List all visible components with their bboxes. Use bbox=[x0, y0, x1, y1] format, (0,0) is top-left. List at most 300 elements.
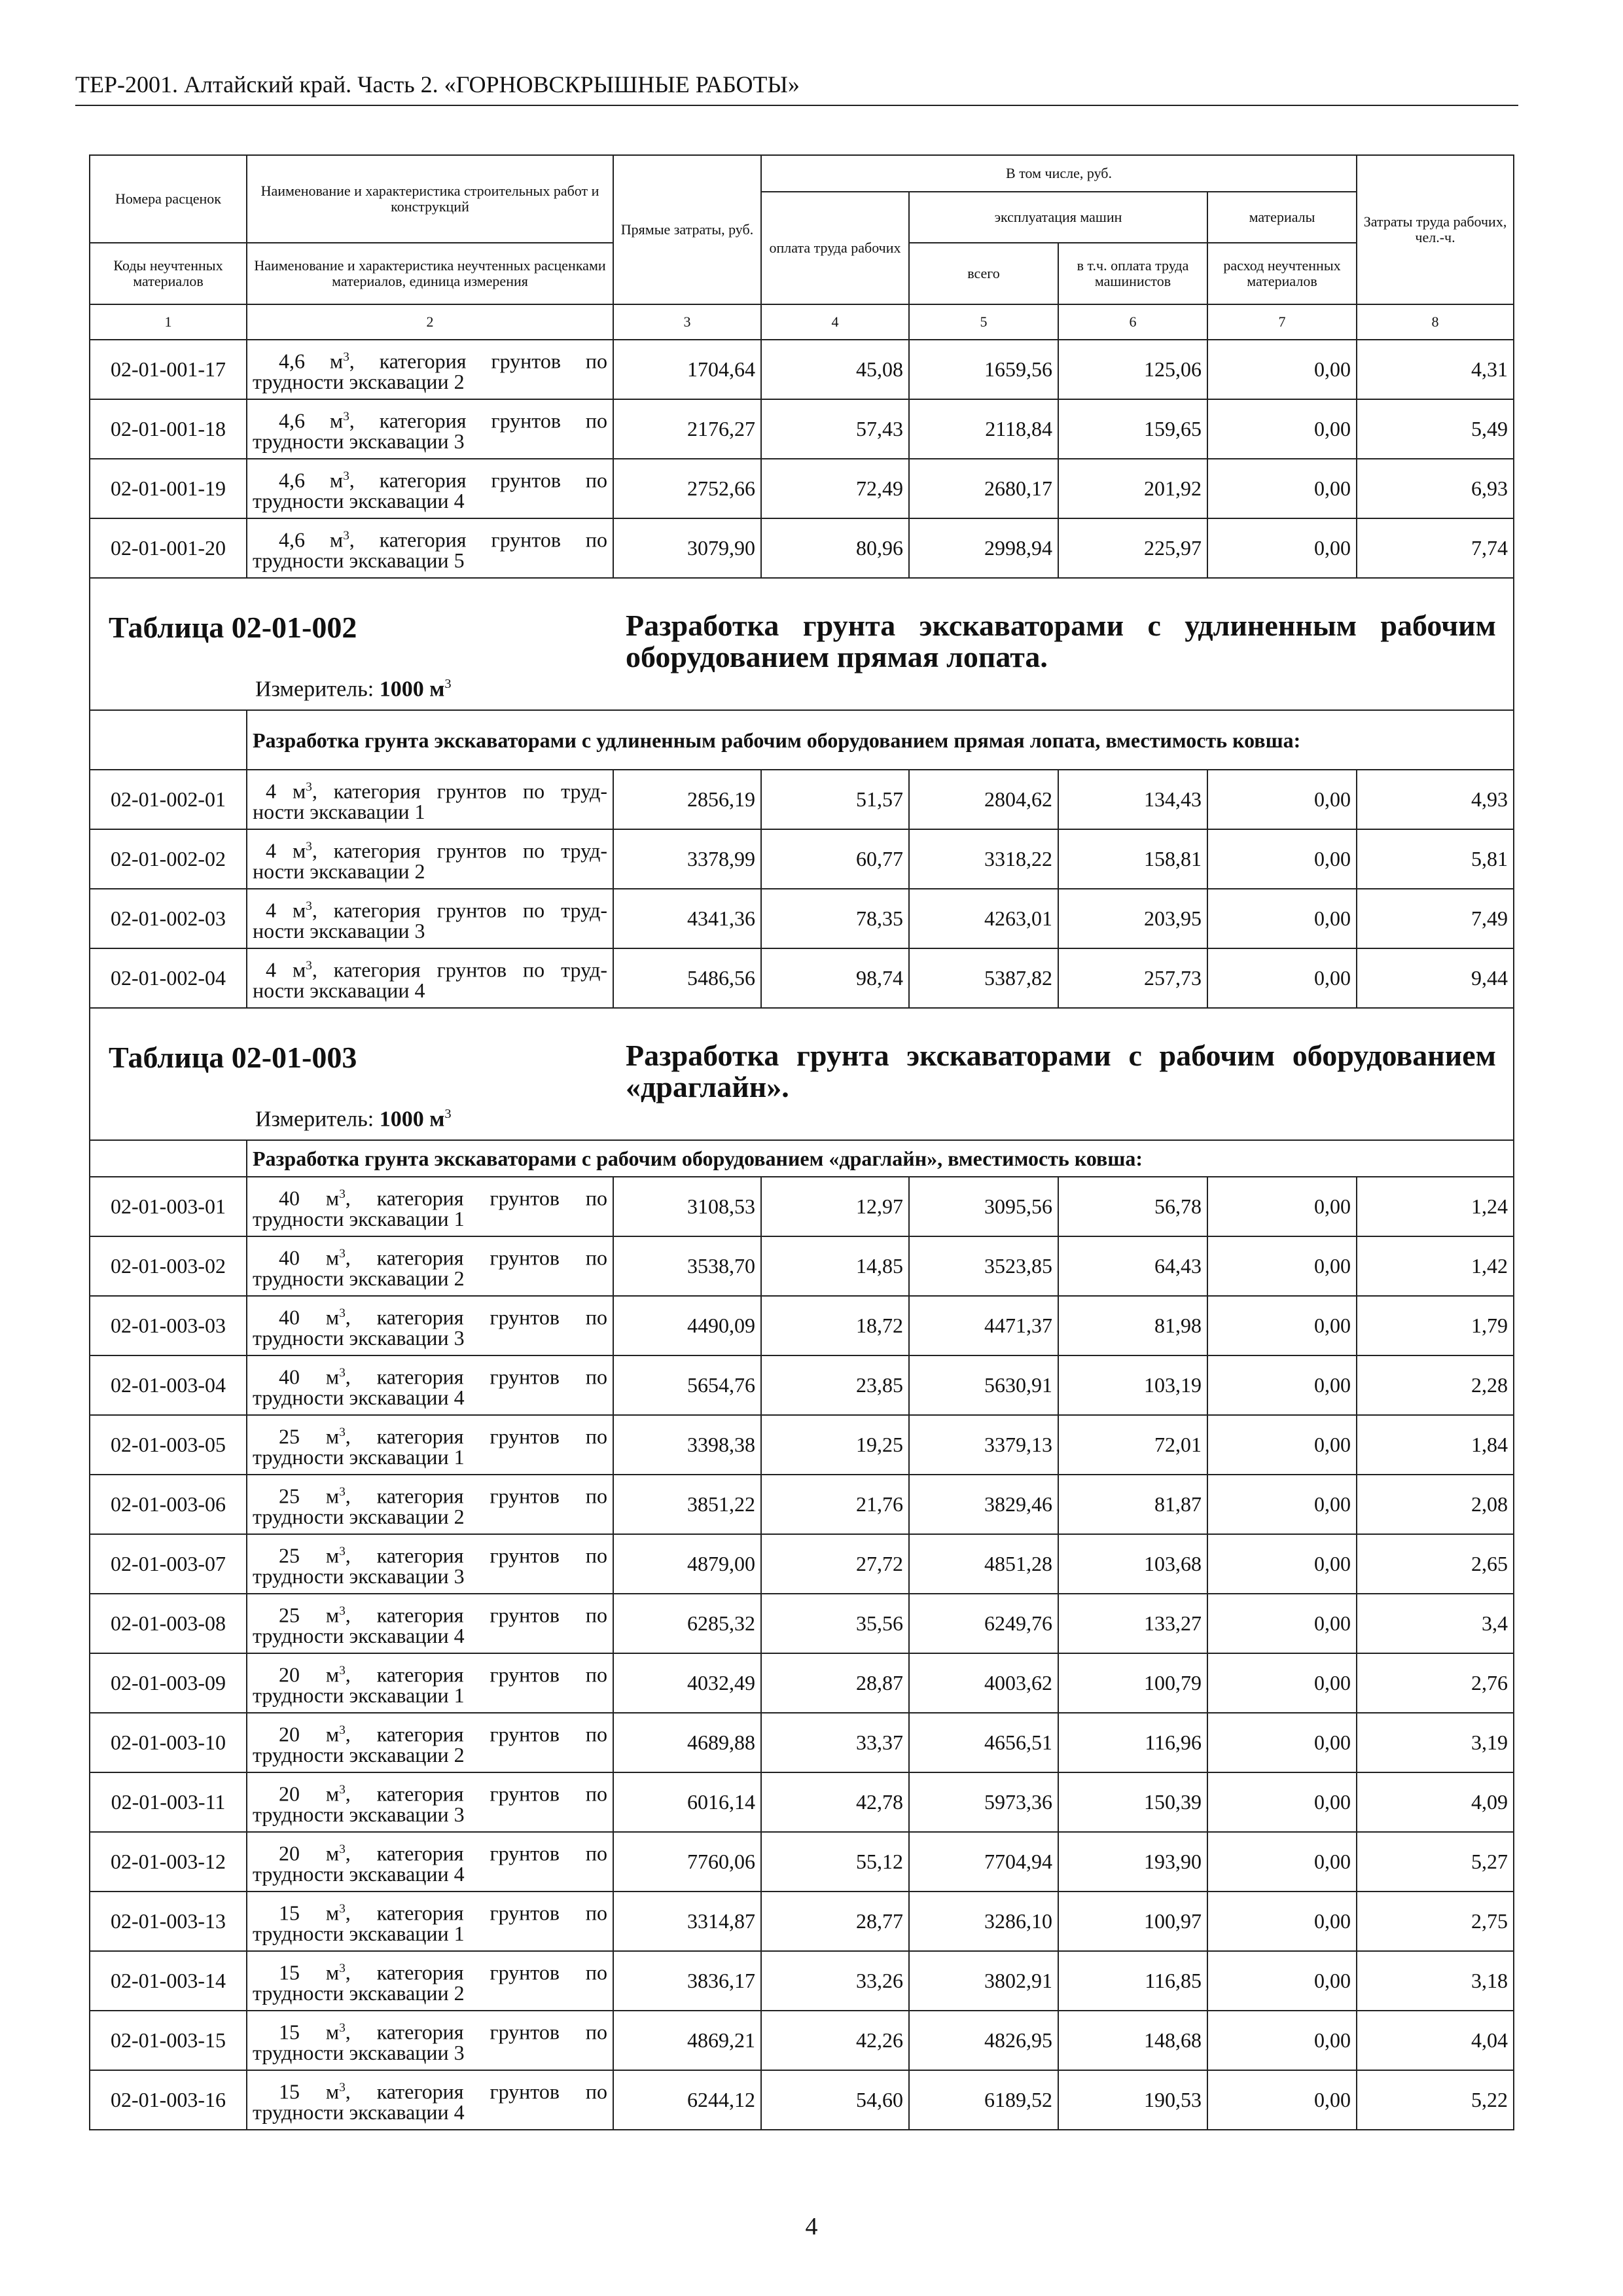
material-consumption-value: 0,00 bbox=[1207, 889, 1357, 948]
labor-hours-value: 2,28 bbox=[1357, 1355, 1514, 1415]
table-row bbox=[90, 1951, 1514, 2011]
section-header-cell bbox=[90, 1008, 1514, 1140]
material-consumption-value: 0,00 bbox=[1207, 1832, 1357, 1892]
rate-code: 02-01-001-19 bbox=[90, 459, 247, 518]
material-consumption-value: 0,00 bbox=[1207, 1534, 1357, 1594]
category-text: , категория грунтов по bbox=[345, 1960, 608, 1984]
table-row bbox=[90, 889, 1514, 948]
machinist-pay-value: 150,39 bbox=[1058, 1772, 1207, 1832]
table-row bbox=[90, 1594, 1514, 1653]
work-description bbox=[247, 948, 613, 1008]
table-row bbox=[90, 1832, 1514, 1892]
material-consumption-value: 0,00 bbox=[1207, 2070, 1357, 2130]
header-rule bbox=[75, 105, 1518, 106]
unit-value: 1000 м bbox=[379, 1107, 445, 1131]
capacity-text: 15 м bbox=[279, 2079, 340, 2104]
unit-label: Измеритель: bbox=[255, 1107, 374, 1131]
material-consumption-value: 0,00 bbox=[1207, 1475, 1357, 1534]
capacity-text: 40 м bbox=[279, 1246, 340, 1270]
table-row bbox=[90, 1653, 1514, 1713]
machines-total-value: 3286,10 bbox=[909, 1892, 1058, 1951]
machinist-pay-value: 81,87 bbox=[1058, 1475, 1207, 1534]
direct-costs-value: 3851,22 bbox=[613, 1475, 761, 1534]
rate-code: 02-01-003-04 bbox=[90, 1355, 247, 1415]
labor-hours-value: 3,18 bbox=[1357, 1951, 1514, 2011]
header-materials: материалы bbox=[1207, 192, 1357, 243]
material-consumption-value: 0,00 bbox=[1207, 2011, 1357, 2070]
work-description bbox=[247, 1653, 613, 1713]
capacity-text: 15 м bbox=[279, 1960, 340, 1984]
machines-total-value: 3829,46 bbox=[909, 1475, 1058, 1534]
machinist-pay-value: 125,06 bbox=[1058, 340, 1207, 399]
rate-code: 02-01-003-08 bbox=[90, 1594, 247, 1653]
capacity-text: 4,6 м bbox=[279, 349, 344, 373]
excavation-difficulty: трудности экскавации 4 bbox=[253, 489, 465, 513]
direct-costs-value: 3836,17 bbox=[613, 1951, 761, 2011]
column-number: 3 bbox=[613, 304, 761, 340]
category-text: , категория грунтов по bbox=[345, 1841, 608, 1865]
work-description bbox=[247, 399, 613, 459]
direct-costs-value: 4869,21 bbox=[613, 2011, 761, 2070]
table-row bbox=[90, 1177, 1514, 1236]
material-consumption-value: 0,00 bbox=[1207, 1236, 1357, 1296]
direct-costs-value: 6285,32 bbox=[613, 1594, 761, 1653]
machinist-pay-value: 81,98 bbox=[1058, 1296, 1207, 1355]
category-text: , категория грунтов по труд- bbox=[312, 779, 608, 803]
material-consumption-value: 0,00 bbox=[1207, 829, 1357, 889]
direct-costs-value: 3108,53 bbox=[613, 1177, 761, 1236]
capacity-text: 4,6 м bbox=[279, 468, 344, 492]
unit-label: Измеритель: bbox=[255, 677, 374, 701]
header-worker-pay: оплата труда рабочих bbox=[761, 192, 909, 304]
work-description bbox=[247, 1951, 613, 2011]
work-description bbox=[247, 1594, 613, 1653]
capacity-text: 40 м bbox=[279, 1186, 340, 1210]
machines-total-value: 5973,36 bbox=[909, 1772, 1058, 1832]
category-text: , категория грунтов по bbox=[345, 2020, 608, 2044]
header-work-name: Наименование и характеристика строительных работ и конструкций bbox=[247, 155, 613, 243]
rate-code: 02-01-003-06 bbox=[90, 1475, 247, 1534]
subheading: Разработка грунта экскаваторами с рабочим оборудованием «драглайн», вместимость ковша: bbox=[247, 1140, 1514, 1177]
machines-total-value: 3523,85 bbox=[909, 1236, 1058, 1296]
column-number: 7 bbox=[1207, 304, 1357, 340]
material-consumption-value: 0,00 bbox=[1207, 1355, 1357, 1415]
cubic-superscript: 3 bbox=[306, 839, 312, 853]
header-machinist-pay: в т.ч. оплата труда машинистов bbox=[1058, 243, 1207, 304]
machinist-pay-value: 64,43 bbox=[1058, 1236, 1207, 1296]
direct-costs-value: 3398,38 bbox=[613, 1415, 761, 1475]
material-consumption-value: 0,00 bbox=[1207, 340, 1357, 399]
column-number: 4 bbox=[761, 304, 909, 340]
table-row bbox=[90, 459, 1514, 518]
excavation-difficulty: трудности экскавации 5 bbox=[253, 548, 465, 573]
table-row bbox=[90, 1892, 1514, 1951]
table-row bbox=[90, 340, 1514, 399]
cubic-superscript: 3 bbox=[339, 2080, 346, 2094]
rate-code: 02-01-003-15 bbox=[90, 2011, 247, 2070]
capacity-text: 40 м bbox=[279, 1365, 340, 1389]
rate-code: 02-01-003-13 bbox=[90, 1892, 247, 1951]
worker-pay-value: 54,60 bbox=[761, 2070, 909, 2130]
machinist-pay-value: 193,90 bbox=[1058, 1832, 1207, 1892]
direct-costs-value: 2856,19 bbox=[613, 770, 761, 829]
table-title: Таблица 02-01-003 bbox=[109, 1041, 357, 1074]
direct-costs-value: 4341,36 bbox=[613, 889, 761, 948]
table-row bbox=[90, 770, 1514, 829]
machines-total-value: 2680,17 bbox=[909, 459, 1058, 518]
rates-table bbox=[89, 154, 1514, 2130]
direct-costs-value: 4879,00 bbox=[613, 1534, 761, 1594]
table-row bbox=[90, 1772, 1514, 1832]
category-text: , категория грунтов по bbox=[345, 1186, 608, 1210]
machines-total-value: 5630,91 bbox=[909, 1355, 1058, 1415]
rate-code: 02-01-003-05 bbox=[90, 1415, 247, 1475]
category-text: , категория грунтов по bbox=[345, 1603, 608, 1627]
worker-pay-value: 21,76 bbox=[761, 1475, 909, 1534]
work-description bbox=[247, 340, 613, 399]
column-number: 6 bbox=[1058, 304, 1207, 340]
direct-costs-value: 2752,66 bbox=[613, 459, 761, 518]
cubic-superscript: 3 bbox=[306, 780, 312, 794]
cubic-superscript: 3 bbox=[306, 899, 312, 913]
machinist-pay-value: 159,65 bbox=[1058, 399, 1207, 459]
category-text: , категория грунтов по bbox=[349, 468, 608, 492]
cubic-superscript: 3 bbox=[306, 958, 312, 973]
header-material-names: Наименование и характеристика неучтенных расценками материалов, единица измерения bbox=[247, 243, 613, 304]
labor-hours-value: 4,31 bbox=[1357, 340, 1514, 399]
machines-total-value: 1659,56 bbox=[909, 340, 1058, 399]
direct-costs-value: 4032,49 bbox=[613, 1653, 761, 1713]
table-row bbox=[90, 1236, 1514, 1296]
table-row bbox=[90, 1475, 1514, 1534]
header-rate-numbers: Номера расценок bbox=[90, 155, 247, 243]
work-description bbox=[247, 2011, 613, 2070]
work-description bbox=[247, 1355, 613, 1415]
work-description bbox=[247, 459, 613, 518]
labor-hours-value: 4,93 bbox=[1357, 770, 1514, 829]
category-text: , категория грунтов по bbox=[345, 1424, 608, 1448]
worker-pay-value: 14,85 bbox=[761, 1236, 909, 1296]
table-title: Таблица 02-01-002 bbox=[109, 611, 357, 644]
table-heading: Разработка грунта экскаваторами с рабочим оборудованием «драглайн». bbox=[626, 1039, 1496, 1103]
material-consumption-value: 0,00 bbox=[1207, 518, 1357, 578]
work-description bbox=[247, 1534, 613, 1594]
material-consumption-value: 0,00 bbox=[1207, 1772, 1357, 1832]
machinist-pay-value: 116,85 bbox=[1058, 1951, 1207, 2011]
unit-of-measure bbox=[255, 677, 452, 702]
excavation-difficulty: трудности экскавации 1 bbox=[253, 1922, 465, 1946]
direct-costs-value: 3079,90 bbox=[613, 518, 761, 578]
category-text: , категория грунтов по труд- bbox=[312, 898, 608, 922]
cubic-superscript: 3 bbox=[343, 528, 349, 543]
rate-code: 02-01-003-12 bbox=[90, 1832, 247, 1892]
capacity-text: 20 м bbox=[279, 1662, 340, 1687]
excavation-difficulty: трудности экскавации 3 bbox=[253, 2041, 465, 2065]
labor-hours-value: 5,27 bbox=[1357, 1832, 1514, 1892]
header-direct-costs: Прямые затраты, руб. bbox=[613, 155, 761, 304]
direct-costs-value: 4689,88 bbox=[613, 1713, 761, 1772]
machinist-pay-value: 201,92 bbox=[1058, 459, 1207, 518]
rate-code: 02-01-003-03 bbox=[90, 1296, 247, 1355]
labor-hours-value: 1,24 bbox=[1357, 1177, 1514, 1236]
machinist-pay-value: 72,01 bbox=[1058, 1415, 1207, 1475]
cubic-superscript: 3 bbox=[339, 1782, 346, 1797]
capacity-text: 25 м bbox=[279, 1424, 340, 1448]
work-description bbox=[247, 1296, 613, 1355]
labor-hours-value: 1,79 bbox=[1357, 1296, 1514, 1355]
rate-code: 02-01-003-10 bbox=[90, 1713, 247, 1772]
worker-pay-value: 42,78 bbox=[761, 1772, 909, 1832]
machines-total-value: 2998,94 bbox=[909, 518, 1058, 578]
cubic-superscript: 3 bbox=[343, 350, 349, 364]
labor-hours-value: 3,4 bbox=[1357, 1594, 1514, 1653]
machines-total-value: 2804,62 bbox=[909, 770, 1058, 829]
worker-pay-value: 19,25 bbox=[761, 1415, 909, 1475]
rate-code: 02-01-001-20 bbox=[90, 518, 247, 578]
capacity-text: 15 м bbox=[279, 1901, 340, 1925]
rate-code: 02-01-003-01 bbox=[90, 1177, 247, 1236]
worker-pay-value: 51,57 bbox=[761, 770, 909, 829]
rate-code: 02-01-002-03 bbox=[90, 889, 247, 948]
table-row bbox=[90, 2011, 1514, 2070]
labor-hours-value: 2,76 bbox=[1357, 1653, 1514, 1713]
labor-hours-value: 2,75 bbox=[1357, 1892, 1514, 1951]
direct-costs-value: 6244,12 bbox=[613, 2070, 761, 2130]
material-consumption-value: 0,00 bbox=[1207, 459, 1357, 518]
direct-costs-value: 3538,70 bbox=[613, 1236, 761, 1296]
machinist-pay-value: 225,97 bbox=[1058, 518, 1207, 578]
table-row bbox=[90, 2070, 1514, 2130]
column-number: 2 bbox=[247, 304, 613, 340]
capacity-text: 4,6 м bbox=[279, 528, 344, 552]
unit-superscript: 3 bbox=[444, 1106, 452, 1121]
table-row bbox=[90, 1713, 1514, 1772]
capacity-text: 15 м bbox=[279, 2020, 340, 2044]
material-consumption-value: 0,00 bbox=[1207, 1415, 1357, 1475]
material-consumption-value: 0,00 bbox=[1207, 399, 1357, 459]
column-numbers-row bbox=[90, 304, 1514, 340]
excavation-difficulty: трудности экскавации 3 bbox=[253, 1564, 465, 1588]
worker-pay-value: 27,72 bbox=[761, 1534, 909, 1594]
machinist-pay-value: 56,78 bbox=[1058, 1177, 1207, 1236]
excavation-difficulty: трудности экскавации 4 bbox=[253, 1862, 465, 1886]
table-row bbox=[90, 829, 1514, 889]
cubic-superscript: 3 bbox=[339, 1484, 346, 1499]
capacity-text: 4 м bbox=[266, 898, 306, 922]
work-description bbox=[247, 1892, 613, 1951]
excavation-difficulty: трудности экскавации 1 bbox=[253, 1683, 465, 1708]
material-consumption-value: 0,00 bbox=[1207, 1594, 1357, 1653]
category-text: , категория грунтов по bbox=[345, 2079, 608, 2104]
rate-code: 02-01-001-17 bbox=[90, 340, 247, 399]
cubic-superscript: 3 bbox=[339, 1365, 346, 1380]
material-consumption-value: 0,00 bbox=[1207, 770, 1357, 829]
category-text: , категория грунтов по bbox=[345, 1662, 608, 1687]
rate-code: 02-01-003-02 bbox=[90, 1236, 247, 1296]
capacity-text: 4 м bbox=[266, 958, 306, 982]
table-row bbox=[90, 948, 1514, 1008]
rate-code: 02-01-002-04 bbox=[90, 948, 247, 1008]
work-description bbox=[247, 889, 613, 948]
capacity-text: 25 м bbox=[279, 1603, 340, 1627]
header-machines: эксплуатация машин bbox=[909, 192, 1207, 243]
worker-pay-value: 12,97 bbox=[761, 1177, 909, 1236]
labor-hours-value: 1,42 bbox=[1357, 1236, 1514, 1296]
column-number: 8 bbox=[1357, 304, 1514, 340]
category-text: , категория грунтов по bbox=[345, 1305, 608, 1329]
rate-code: 02-01-003-16 bbox=[90, 2070, 247, 2130]
labor-hours-value: 5,81 bbox=[1357, 829, 1514, 889]
worker-pay-value: 33,26 bbox=[761, 1951, 909, 2011]
cubic-superscript: 3 bbox=[339, 1901, 346, 1916]
excavation-difficulty: ности экскавации 3 bbox=[253, 919, 425, 943]
machines-total-value: 3095,56 bbox=[909, 1177, 1058, 1236]
cubic-superscript: 3 bbox=[339, 1246, 346, 1261]
category-text: , категория грунтов по bbox=[345, 1246, 608, 1270]
worker-pay-value: 98,74 bbox=[761, 948, 909, 1008]
work-description bbox=[247, 1475, 613, 1534]
direct-costs-value: 4490,09 bbox=[613, 1296, 761, 1355]
material-consumption-value: 0,00 bbox=[1207, 1296, 1357, 1355]
unit-superscript: 3 bbox=[444, 676, 452, 691]
machines-total-value: 4826,95 bbox=[909, 2011, 1058, 2070]
category-text: , категория грунтов по bbox=[345, 1484, 608, 1508]
category-text: , категория грунтов по bbox=[345, 1365, 608, 1389]
worker-pay-value: 28,87 bbox=[761, 1653, 909, 1713]
table-heading: Разработка грунта экскаваторами с удлиненным рабочим оборудованием прямая лопата. bbox=[626, 609, 1496, 673]
column-number: 5 bbox=[909, 304, 1058, 340]
cubic-superscript: 3 bbox=[339, 1306, 346, 1320]
machinist-pay-value: 203,95 bbox=[1058, 889, 1207, 948]
excavation-difficulty: ности экскавации 1 bbox=[253, 800, 425, 824]
cubic-superscript: 3 bbox=[343, 409, 349, 423]
rate-code: 02-01-002-02 bbox=[90, 829, 247, 889]
labor-hours-value: 5,49 bbox=[1357, 399, 1514, 459]
table-row bbox=[90, 1296, 1514, 1355]
material-consumption-value: 0,00 bbox=[1207, 1713, 1357, 1772]
capacity-text: 4,6 м bbox=[279, 408, 344, 433]
machines-total-value: 2118,84 bbox=[909, 399, 1058, 459]
subheading-row bbox=[90, 710, 1514, 770]
labor-hours-value: 7,49 bbox=[1357, 889, 1514, 948]
worker-pay-value: 23,85 bbox=[761, 1355, 909, 1415]
machines-total-value: 3318,22 bbox=[909, 829, 1058, 889]
excavation-difficulty: трудности экскавации 4 bbox=[253, 1624, 465, 1648]
excavation-difficulty: ности экскавации 2 bbox=[253, 859, 425, 884]
machines-total-value: 4003,62 bbox=[909, 1653, 1058, 1713]
work-description bbox=[247, 770, 613, 829]
labor-hours-value: 6,93 bbox=[1357, 459, 1514, 518]
machines-total-value: 4471,37 bbox=[909, 1296, 1058, 1355]
section-header bbox=[90, 1008, 1514, 1140]
category-text: , категория грунтов по bbox=[349, 408, 608, 433]
unit-of-measure bbox=[255, 1107, 452, 1132]
labor-hours-value: 4,09 bbox=[1357, 1772, 1514, 1832]
machinist-pay-value: 100,79 bbox=[1058, 1653, 1207, 1713]
worker-pay-value: 45,08 bbox=[761, 340, 909, 399]
machines-total-value: 4851,28 bbox=[909, 1534, 1058, 1594]
excavation-difficulty: трудности экскавации 2 bbox=[253, 1981, 465, 2005]
rate-code: 02-01-002-01 bbox=[90, 770, 247, 829]
worker-pay-value: 57,43 bbox=[761, 399, 909, 459]
worker-pay-value: 35,56 bbox=[761, 1594, 909, 1653]
category-text: , категория грунтов по bbox=[345, 1722, 608, 1746]
category-text: , категория грунтов по bbox=[345, 1901, 608, 1925]
machinist-pay-value: 257,73 bbox=[1058, 948, 1207, 1008]
unit-value: 1000 м bbox=[379, 677, 445, 701]
header-labor-hours: Затраты труда рабочих, чел.-ч. bbox=[1357, 155, 1514, 304]
excavation-difficulty: трудности экскавации 2 bbox=[253, 1505, 465, 1529]
work-description bbox=[247, 1772, 613, 1832]
work-description bbox=[247, 2070, 613, 2130]
cubic-superscript: 3 bbox=[343, 469, 349, 483]
machinist-pay-value: 103,19 bbox=[1058, 1355, 1207, 1415]
labor-hours-value: 4,04 bbox=[1357, 2011, 1514, 2070]
machines-total-value: 7704,94 bbox=[909, 1832, 1058, 1892]
cubic-superscript: 3 bbox=[339, 1842, 346, 1856]
worker-pay-value: 33,37 bbox=[761, 1713, 909, 1772]
section-header bbox=[90, 578, 1514, 710]
cubic-superscript: 3 bbox=[339, 1187, 346, 1201]
labor-hours-value: 7,74 bbox=[1357, 518, 1514, 578]
excavation-difficulty: трудности экскавации 4 bbox=[253, 2100, 465, 2125]
machines-total-value: 4263,01 bbox=[909, 889, 1058, 948]
rate-code: 02-01-001-18 bbox=[90, 399, 247, 459]
direct-costs-value: 6016,14 bbox=[613, 1772, 761, 1832]
rate-code: 02-01-003-09 bbox=[90, 1653, 247, 1713]
subheading-empty-cell bbox=[90, 1140, 247, 1177]
direct-costs-value: 7760,06 bbox=[613, 1832, 761, 1892]
category-text: , категория грунтов по труд- bbox=[312, 958, 608, 982]
labor-hours-value: 9,44 bbox=[1357, 948, 1514, 1008]
work-description bbox=[247, 518, 613, 578]
rate-code: 02-01-003-14 bbox=[90, 1951, 247, 2011]
excavation-difficulty: трудности экскавации 2 bbox=[253, 1266, 465, 1291]
table-row bbox=[90, 518, 1514, 578]
machinist-pay-value: 133,27 bbox=[1058, 1594, 1207, 1653]
work-description bbox=[247, 1832, 613, 1892]
excavation-difficulty: трудности экскавации 1 bbox=[253, 1207, 465, 1231]
subheading-empty-cell bbox=[90, 710, 247, 770]
worker-pay-value: 60,77 bbox=[761, 829, 909, 889]
header-material-consumption: расход неучтенных материалов bbox=[1207, 243, 1357, 304]
capacity-text: 20 м bbox=[279, 1841, 340, 1865]
worker-pay-value: 18,72 bbox=[761, 1296, 909, 1355]
section-header-cell bbox=[90, 578, 1514, 710]
machines-total-value: 4656,51 bbox=[909, 1713, 1058, 1772]
direct-costs-value: 3378,99 bbox=[613, 829, 761, 889]
worker-pay-value: 78,35 bbox=[761, 889, 909, 948]
cubic-superscript: 3 bbox=[339, 1961, 346, 1975]
capacity-text: 4 м bbox=[266, 838, 306, 863]
category-text: , категория грунтов по bbox=[345, 1782, 608, 1806]
labor-hours-value: 2,08 bbox=[1357, 1475, 1514, 1534]
category-text: , категория грунтов по bbox=[349, 528, 608, 552]
direct-costs-value: 5654,76 bbox=[613, 1355, 761, 1415]
cubic-superscript: 3 bbox=[339, 1425, 346, 1439]
excavation-difficulty: трудности экскавации 2 bbox=[253, 1743, 465, 1767]
cubic-superscript: 3 bbox=[339, 1663, 346, 1677]
rate-code: 02-01-003-07 bbox=[90, 1534, 247, 1594]
machinist-pay-value: 148,68 bbox=[1058, 2011, 1207, 2070]
capacity-text: 20 м bbox=[279, 1722, 340, 1746]
work-description bbox=[247, 1236, 613, 1296]
excavation-difficulty: трудности экскавации 3 bbox=[253, 1803, 465, 1827]
machinist-pay-value: 134,43 bbox=[1058, 770, 1207, 829]
machines-total-value: 3802,91 bbox=[909, 1951, 1058, 2011]
subheading-row bbox=[90, 1140, 1514, 1177]
material-consumption-value: 0,00 bbox=[1207, 1653, 1357, 1713]
